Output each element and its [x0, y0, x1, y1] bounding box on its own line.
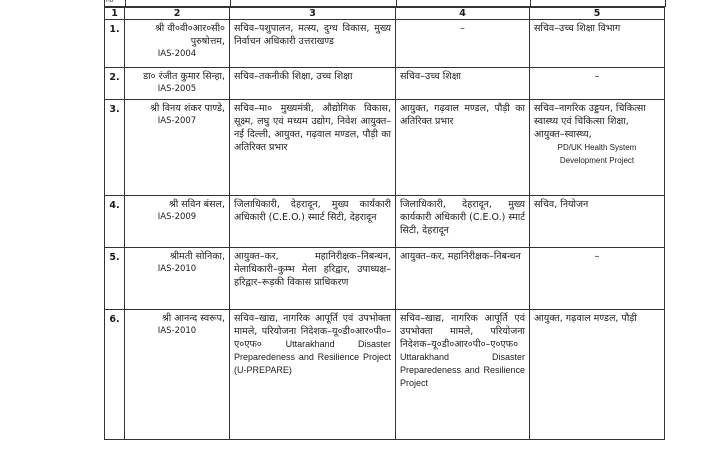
retained-posting: जिलाधिकारी, देहरादून, मुख्य कार्यकारी अधिकारी (C.E.O.) स्मार्ट सिटी, देहरादून [396, 196, 530, 248]
column-header: 3 [230, 8, 396, 20]
retained-posting: आयुक्त, गढ़वाल मण्डल, पौड़ी का अतिरिक्त प्रभार [396, 100, 530, 196]
table-row [105, 310, 665, 440]
column-header: 4 [396, 8, 530, 20]
table-row [105, 196, 665, 248]
officer-transfer-table [104, 7, 665, 440]
serial-number: 3. [105, 100, 125, 196]
serial-number: 2. [105, 68, 125, 100]
new-posting: सचिव, नियोजन [530, 196, 665, 248]
officer-name: श्री सविन बंसल, [169, 199, 225, 210]
column-number-row [105, 8, 665, 20]
serial-number: 5. [105, 248, 125, 310]
serial-number: 4. [105, 196, 125, 248]
table-row [105, 248, 665, 310]
officer-name: श्रीमती सोनिका, [169, 251, 225, 262]
officer-batch: IAS-2005 [157, 84, 197, 94]
serial-number: 6. [105, 310, 125, 440]
table-row [105, 20, 665, 68]
officer-name-cell [125, 20, 230, 68]
officer-name: श्री वी०वी०आर०सी० पुरुषोत्तम, [155, 23, 225, 47]
new-posting: – [530, 248, 665, 310]
retained-posting-cell [396, 310, 530, 440]
new-posting: – [530, 68, 665, 100]
officer-batch: IAS-2009 [157, 212, 197, 222]
strip-divider [230, 0, 231, 6]
officer-batch: IAS-2010 [157, 264, 197, 274]
current-posting: सचिव–खाद्य, नागरिक आपूर्ति एवं उपभोक्ता मामले, परियोजना निदेशक–यू०डी०आर०पी०–ए०एफ० [234, 313, 391, 350]
new-posting-english: PD/UK Health System Development Project [557, 143, 637, 165]
retained-posting: – [396, 20, 530, 68]
strip-divider [396, 0, 397, 6]
officer-name: डा० रंजीत कुमार सिन्हा, [143, 71, 225, 82]
previous-header-strip [104, 0, 666, 7]
officer-name-cell [125, 196, 230, 248]
officer-name-cell [125, 248, 230, 310]
current-posting-cell [230, 310, 396, 440]
officer-name: श्री विनय शंकर पाण्डे, [150, 103, 225, 114]
officer-name-cell [125, 310, 230, 440]
column-header: 1 [105, 8, 125, 20]
column-header: 2 [125, 8, 230, 20]
retained-posting: सचिव–उच्च शिक्षा [396, 68, 530, 100]
current-posting: सचिव–तकनीकी शिक्षा, उच्च शिक्षा [230, 68, 396, 100]
retained-posting: आयुक्त–कर, महानिरीक्षक–निबन्धन [396, 248, 530, 310]
officer-batch: IAS-2007 [157, 116, 197, 126]
current-posting: सचिव–पशुपालन, मत्स्य, दुग्ध विकास, मुख्य निर्वाचन अधिकारी उत्तराखण्ड [230, 20, 396, 68]
table-row [105, 68, 665, 100]
table-row [105, 100, 665, 196]
retained-posting-english: Uttarakhand Disaster Preparedeness and Resilience Project [400, 352, 525, 388]
column-header: 5 [530, 8, 665, 20]
retained-posting: सचिव–खाद्य, नागरिक आपूर्ति एवं उपभोक्ता मामले, परियोजना निदेशक–यू०डी०आर०पी०–ए०एफ० [400, 313, 525, 350]
new-posting: सचिव–नागरिक उड्डयन, चिकित्सा स्वास्थ्य एवं चिकित्सा शिक्षा, आयुक्त–स्वास्थ्य, [534, 103, 646, 140]
current-posting-english: Uttarakhand Disaster Preparedeness and Resilience Project (U-PREPARE) [234, 339, 391, 375]
officer-name: श्री आनन्द स्वरूप, [162, 313, 225, 324]
new-posting: आयुक्त, गढ़वाल मण्डल, पौड़ी [530, 310, 665, 440]
new-posting-cell [530, 100, 665, 196]
header-fragment: no [106, 0, 114, 4]
officer-batch: IAS-2010 [157, 326, 197, 336]
strip-divider [125, 0, 126, 6]
current-posting: जिलाधिकारी, देहरादून, मुख्य कार्यकारी अधिकारी (C.E.O.) स्मार्ट सिटी, देहरादून [230, 196, 396, 248]
officer-name-cell [125, 68, 230, 100]
officer-name-cell [125, 100, 230, 196]
new-posting: सचिव–उच्च शिक्षा विभाग [530, 20, 665, 68]
current-posting: सचिव–मा० मुख्यमंत्री, औद्योगिक विकास, सूक्ष्म, लघु एवं मध्यम उद्योग, निवेश आयुक्त–नई दिल्ली, आयुक्त, गढ़वाल मण्डल, पौड़ी का अतिरिक्त प्रभार [230, 100, 396, 196]
current-posting: आयुक्त–कर, महानिरीक्षक–निबन्धन, मेलाधिकारी–कुम्भ मेला हरिद्वार, उपाध्यक्ष–हरिद्वार–रूड़की विकास प्राधिकरण [230, 248, 396, 310]
serial-number: 1. [105, 20, 125, 68]
officer-batch: IAS-2004 [157, 49, 197, 59]
strip-divider [530, 0, 531, 6]
